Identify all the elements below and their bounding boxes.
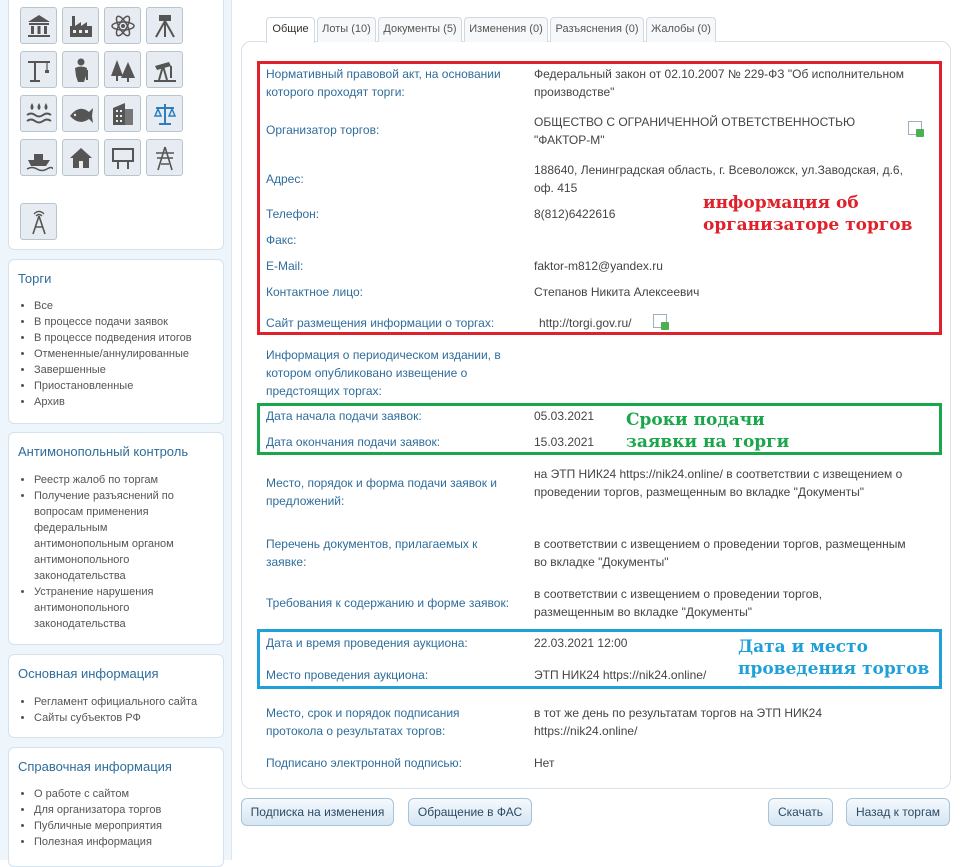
institution-icon[interactable] xyxy=(20,7,57,44)
requirements-value: в соответствии с извещением о проведении торгов, размещенным во вкладке "Документы" xyxy=(534,587,823,619)
doc-list-value: в соответствии с извещением о проведении торгов, размещенным во вкладке "Документы" xyxy=(534,537,906,569)
auction-annotation: Дата и место проведения торгов xyxy=(738,637,930,679)
list-item[interactable]: • Полезная информация xyxy=(34,834,208,850)
npa-label: Нормативный правовой акт, на основании которого проходят торги: xyxy=(266,67,501,99)
reference-panel xyxy=(8,747,224,867)
list-item[interactable]: • Сайты субъектов РФ xyxy=(34,710,208,726)
site-label: Сайт размещения информации о торгах: xyxy=(266,316,495,330)
organizer-card-icon[interactable] xyxy=(908,121,922,135)
boat-icon[interactable] xyxy=(20,139,57,176)
organizer-label: Организатор торгов: xyxy=(266,123,380,137)
fish-icon[interactable] xyxy=(62,95,99,132)
oil-pump-icon[interactable] xyxy=(146,51,183,88)
tab-complaints[interactable]: Жалобы (0) xyxy=(646,17,716,42)
billboard-icon[interactable] xyxy=(104,139,141,176)
list-item[interactable]: • Публичные мероприятия xyxy=(34,818,208,834)
end-date-label: Дата окончания подачи заявок: xyxy=(266,435,441,449)
doc-list-label: Перечень документов, прилагаемых к заявке: xyxy=(266,537,478,569)
water-icon[interactable] xyxy=(20,95,57,132)
site-link-icon[interactable] xyxy=(653,314,667,328)
list-item[interactable]: • Архив xyxy=(34,394,208,410)
main-info-list xyxy=(18,694,208,726)
auction-datetime-label: Дата и время проведения аукциона: xyxy=(266,636,468,650)
antimonopoly-list xyxy=(18,472,198,632)
tab-general[interactable]: Общие xyxy=(266,17,315,43)
house-icon[interactable] xyxy=(62,139,99,176)
email-label: E-Mail: xyxy=(266,259,304,273)
main-info-panel xyxy=(8,654,224,738)
organizer-value: ОБЩЕСТВО С ОГРАНИЧЕННОЙ ОТВЕТСТВЕННОСТЬЮ "ФАКТОР-М" xyxy=(534,115,856,147)
fas-appeal-button[interactable]: Обращение в ФАС xyxy=(408,798,532,826)
theodolite-icon[interactable] xyxy=(146,7,183,44)
contact-value: Степанов Никита Алексеевич xyxy=(534,285,700,299)
tab-clarifications[interactable]: Разъяснения (0) xyxy=(550,17,644,42)
signed-value: Нет xyxy=(534,756,555,770)
end-date-value: 15.03.2021 xyxy=(534,435,595,449)
radio-tower-icon[interactable] xyxy=(20,203,57,240)
reference-list xyxy=(18,786,208,850)
factory-icon[interactable] xyxy=(62,7,99,44)
subscribe-button[interactable]: Подписка на изменения xyxy=(241,798,394,826)
list-item[interactable]: • Для организатора торгов xyxy=(34,802,208,818)
tab-documents[interactable]: Документы (5) xyxy=(378,17,462,42)
sidebar xyxy=(0,0,232,860)
npa-value: Федеральный закон от 02.10.2007 № 229-ФЗ "Об исполнительном производстве" xyxy=(534,67,905,99)
auction-datetime-value: 22.03.2021 12:00 xyxy=(534,636,628,650)
list-item[interactable]: • Приостановленные xyxy=(34,378,208,394)
back-to-torgi-button[interactable]: Назад к торгам xyxy=(846,798,950,826)
phone-value: 8(812)6422616 xyxy=(534,207,616,221)
list-item[interactable]: • В процессе подведения итогов xyxy=(34,330,208,346)
antimonopoly-panel xyxy=(8,432,224,645)
auction-place-value: ЭТП НИК24 https://nik24.online/ xyxy=(534,668,707,682)
construction-crane-icon[interactable] xyxy=(20,51,57,88)
list-item[interactable]: • Получение разъяснений по вопросам применения федеральным антимонопольным органом антимонопольного законодательства xyxy=(34,488,198,584)
list-item[interactable]: • Реестр жалоб по торгам xyxy=(34,472,198,488)
list-item[interactable]: • Завершенные xyxy=(34,362,208,378)
address-label: Адрес: xyxy=(266,172,304,186)
power-tower-icon[interactable] xyxy=(146,139,183,176)
start-date-label: Дата начала подачи заявок: xyxy=(266,409,422,423)
antimonopoly-title: Антимонопольный контроль xyxy=(18,444,189,459)
signed-label: Подписано электронной подписью: xyxy=(266,756,462,770)
list-item[interactable]: • Отмененные/аннулированные xyxy=(34,346,208,362)
fax-label: Факс: xyxy=(266,233,297,247)
tab-lots[interactable]: Лоты (10) xyxy=(317,17,376,42)
periodical-label: Информация о периодическом издании, в котором опубликовано извещение о предстоящих торгах: xyxy=(266,348,501,398)
site-value[interactable]: http://torgi.gov.ru/ xyxy=(539,316,632,330)
atom-icon[interactable] xyxy=(104,7,141,44)
download-button[interactable]: Скачать xyxy=(768,798,833,826)
reference-title: Справочная информация xyxy=(18,759,172,774)
torgi-list xyxy=(18,298,208,410)
list-item[interactable]: • Устранение нарушения антимонопольного законодательства xyxy=(34,584,198,632)
building-icon[interactable] xyxy=(104,95,141,132)
main-info-title: Основная информация xyxy=(18,666,159,681)
list-item[interactable]: • Все xyxy=(34,298,208,314)
address-value: 188640, Ленинградская область, г. Всеволожск, ул.Заводская, д.6, оф. 415 xyxy=(534,163,903,195)
phone-label: Телефон: xyxy=(266,207,320,221)
worker-icon[interactable] xyxy=(62,51,99,88)
requirements-label: Требования к содержанию и форме заявок: xyxy=(266,596,510,610)
protocol-value: в тот же день по результатам торгов на ЭТП НИК24 https://nik24.online/ xyxy=(534,706,823,738)
email-value: faktor-m812@yandex.ru xyxy=(534,259,663,273)
protocol-label: Место, срок и порядок подписания протокола о результатах торгов: xyxy=(266,706,460,738)
torgi-panel xyxy=(8,259,224,424)
start-date-value: 05.03.2021 xyxy=(534,409,595,423)
list-item[interactable]: • Регламент официального сайта xyxy=(34,694,208,710)
list-item[interactable]: • О работе с сайтом xyxy=(34,786,208,802)
torgi-title: Торги xyxy=(18,271,52,286)
deadlines-annotation: Сроки подачи заявки на торги xyxy=(626,410,790,452)
list-item[interactable]: • В процессе подачи заявок xyxy=(34,314,208,330)
auction-place-label: Место проведения аукциона: xyxy=(266,668,429,682)
place-order-value: на ЭТП НИК24 https://nik24.online/ в соответствии с извещением о проведении торгов, размещенным во вкладке "Документы" xyxy=(534,467,903,499)
forest-icon[interactable] xyxy=(104,51,141,88)
place-order-label: Место, порядок и форма подачи заявок и предложений: xyxy=(266,476,497,508)
justice-scales-icon[interactable] xyxy=(146,95,183,132)
contact-label: Контактное лицо: xyxy=(266,285,363,299)
organizer-annotation: информация об организаторе торгов xyxy=(703,193,913,235)
tab-changes[interactable]: Изменения (0) xyxy=(464,17,548,42)
category-icons-panel xyxy=(8,0,224,250)
